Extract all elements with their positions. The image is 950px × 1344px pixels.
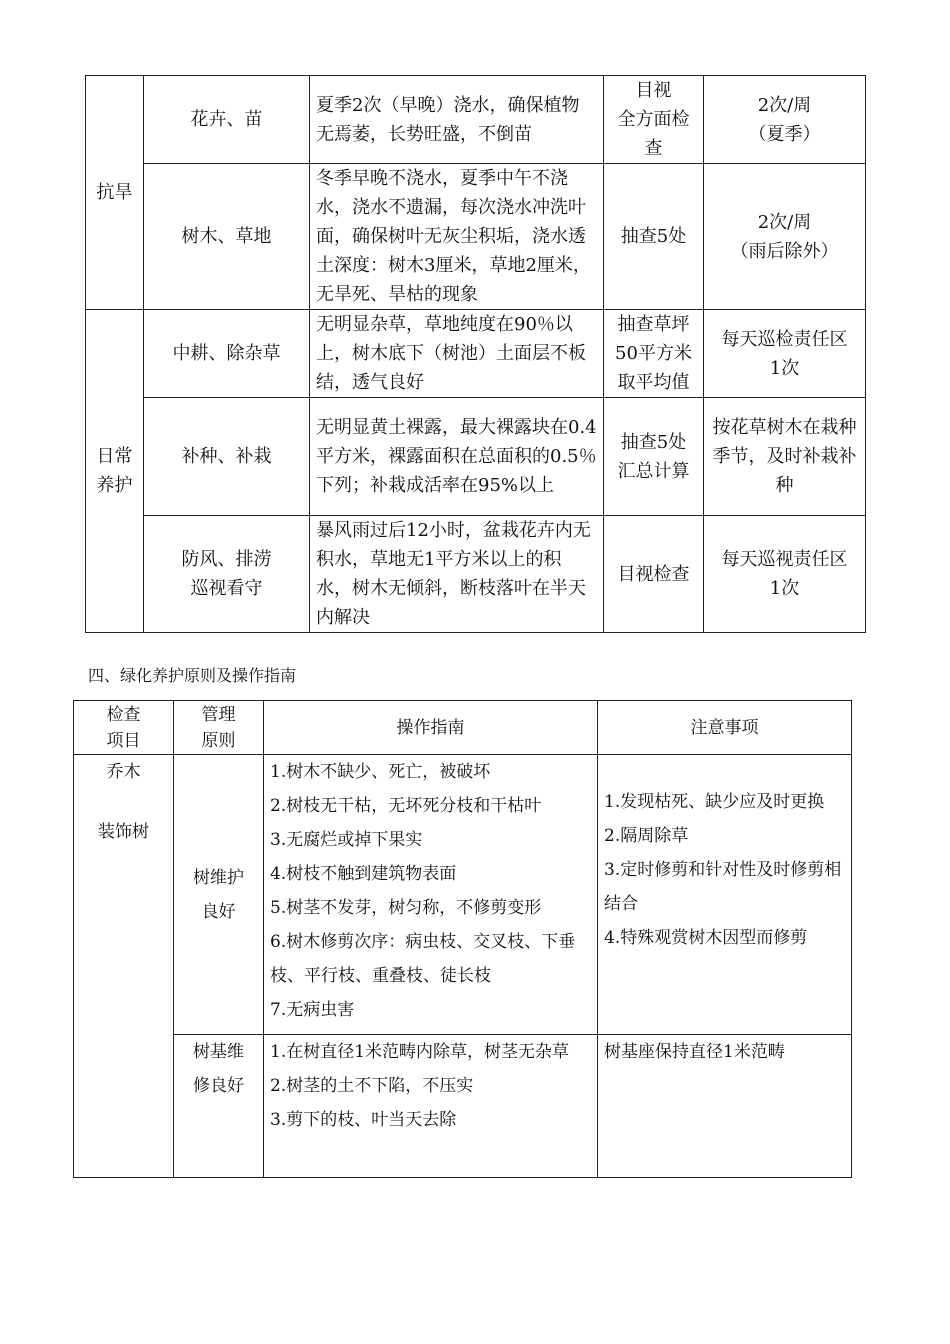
list-item: 3.剪下的枝、叶当天去除	[270, 1110, 457, 1130]
table-row	[86, 516, 866, 633]
frequency-cell: 每天巡视责任区 1次	[704, 516, 866, 633]
table-row	[86, 76, 866, 164]
list-item: 4.特殊观赏树木因型而修剪	[604, 928, 808, 948]
table-row	[86, 164, 866, 310]
table-row	[74, 1035, 852, 1178]
list-item: 1.在树直径1米范畴内除草，树茎无杂草	[270, 1042, 570, 1062]
notes-cell	[598, 1035, 852, 1178]
header-notes: 注意事项	[598, 701, 852, 755]
list-item: 3.无腐烂或掉下果实	[270, 830, 423, 850]
frequency-cell: 按花草树木在栽种季节，及时补栽补种	[704, 398, 866, 516]
method-cell: 抽查5处	[604, 164, 704, 310]
method-cell: 目视检查	[604, 516, 704, 633]
principle-cell: 树基维 修良好	[174, 1035, 264, 1178]
item-cell: 花卉、苗	[144, 76, 310, 164]
standard-cell: 无明显黄土裸露，最大裸露块在0.4平方米，裸露面积在总面积的0.5％下列；补栽成活率在95%以上	[310, 398, 604, 516]
table-header-row	[74, 701, 852, 755]
item-cell: 乔木 装饰树	[74, 755, 174, 1178]
notes-cell	[598, 755, 852, 1035]
header-guide: 操作指南	[264, 701, 598, 755]
list-item: 1.树木不缺少、死亡，被破坏	[270, 762, 491, 782]
header-check-item: 检查 项目	[74, 701, 174, 755]
list-item: 树基座保持直径1米范畴	[604, 1042, 785, 1062]
principle-cell: 树维护 良好	[174, 755, 264, 1035]
guide-cell	[264, 1035, 598, 1178]
list-item: 1.发现枯死、缺少应及时更换	[604, 792, 825, 812]
guide-cell	[264, 755, 598, 1035]
method-cell: 抽查5处 汇总计算	[604, 398, 704, 516]
item-cell: 补种、补栽	[144, 398, 310, 516]
section-title: 四、绿化养护原则及操作指南	[88, 666, 297, 685]
category-cell: 日常 养护	[86, 310, 144, 633]
table-row	[86, 398, 866, 516]
item-cell: 树木、草地	[144, 164, 310, 310]
method-cell: 目视 全方面检查	[604, 76, 704, 164]
maintenance-standards-table	[85, 75, 866, 633]
operation-guide-table	[73, 700, 852, 1178]
method-cell: 抽查草坪 50平方米 取平均值	[604, 310, 704, 398]
list-item: 2.隔周除草	[604, 826, 689, 846]
standard-cell: 无明显杂草，草地纯度在90％以上，树木底下（树池）土面层不板结，透气良好	[310, 310, 604, 398]
list-item: 3.定时修剪和针对性及时修剪相结合	[604, 860, 842, 914]
list-item: 2.树枝无干枯，无坏死分枝和干枯叶	[270, 796, 542, 816]
frequency-cell: 2次/周 （雨后除外）	[704, 164, 866, 310]
list-item: 5.树茎不发芽，树匀称，不修剪变形	[270, 898, 542, 918]
frequency-cell: 2次/周 （夏季）	[704, 76, 866, 164]
table-row	[86, 310, 866, 398]
standard-cell: 暴风雨过后12小时，盆栽花卉内无积水，草地无1平方米以上的积水，树木无倾斜，断枝落叶在半天内解决	[310, 516, 604, 633]
header-principle: 管理 原则	[174, 701, 264, 755]
standard-cell: 夏季2次（早晚）浇水，确保植物无焉萎，长势旺盛，不倒苗	[310, 76, 604, 164]
item-cell: 防风、排涝 巡视看守	[144, 516, 310, 633]
frequency-cell: 每天巡检责任区 1次	[704, 310, 866, 398]
item-cell: 中耕、除杂草	[144, 310, 310, 398]
table-row	[74, 755, 852, 1035]
list-item: 7.无病虫害	[270, 1000, 355, 1020]
list-item: 6.树木修剪次序：病虫枝、交叉枝、下垂枝、平行枝、重叠枝、徒长枝	[270, 932, 576, 986]
list-item: 2.树茎的土不下陷，不压实	[270, 1076, 474, 1096]
category-cell: 抗旱	[86, 76, 144, 310]
list-item: 4.树枝不触到建筑物表面	[270, 864, 457, 884]
standard-cell: 冬季早晚不浇水，夏季中午不浇水，浇水不遗漏，每次浇水冲洗叶面，确保树叶无灰尘积垢，浇水透土深度：树木3厘米，草地2厘米，无旱死、旱枯的现象	[310, 164, 604, 310]
